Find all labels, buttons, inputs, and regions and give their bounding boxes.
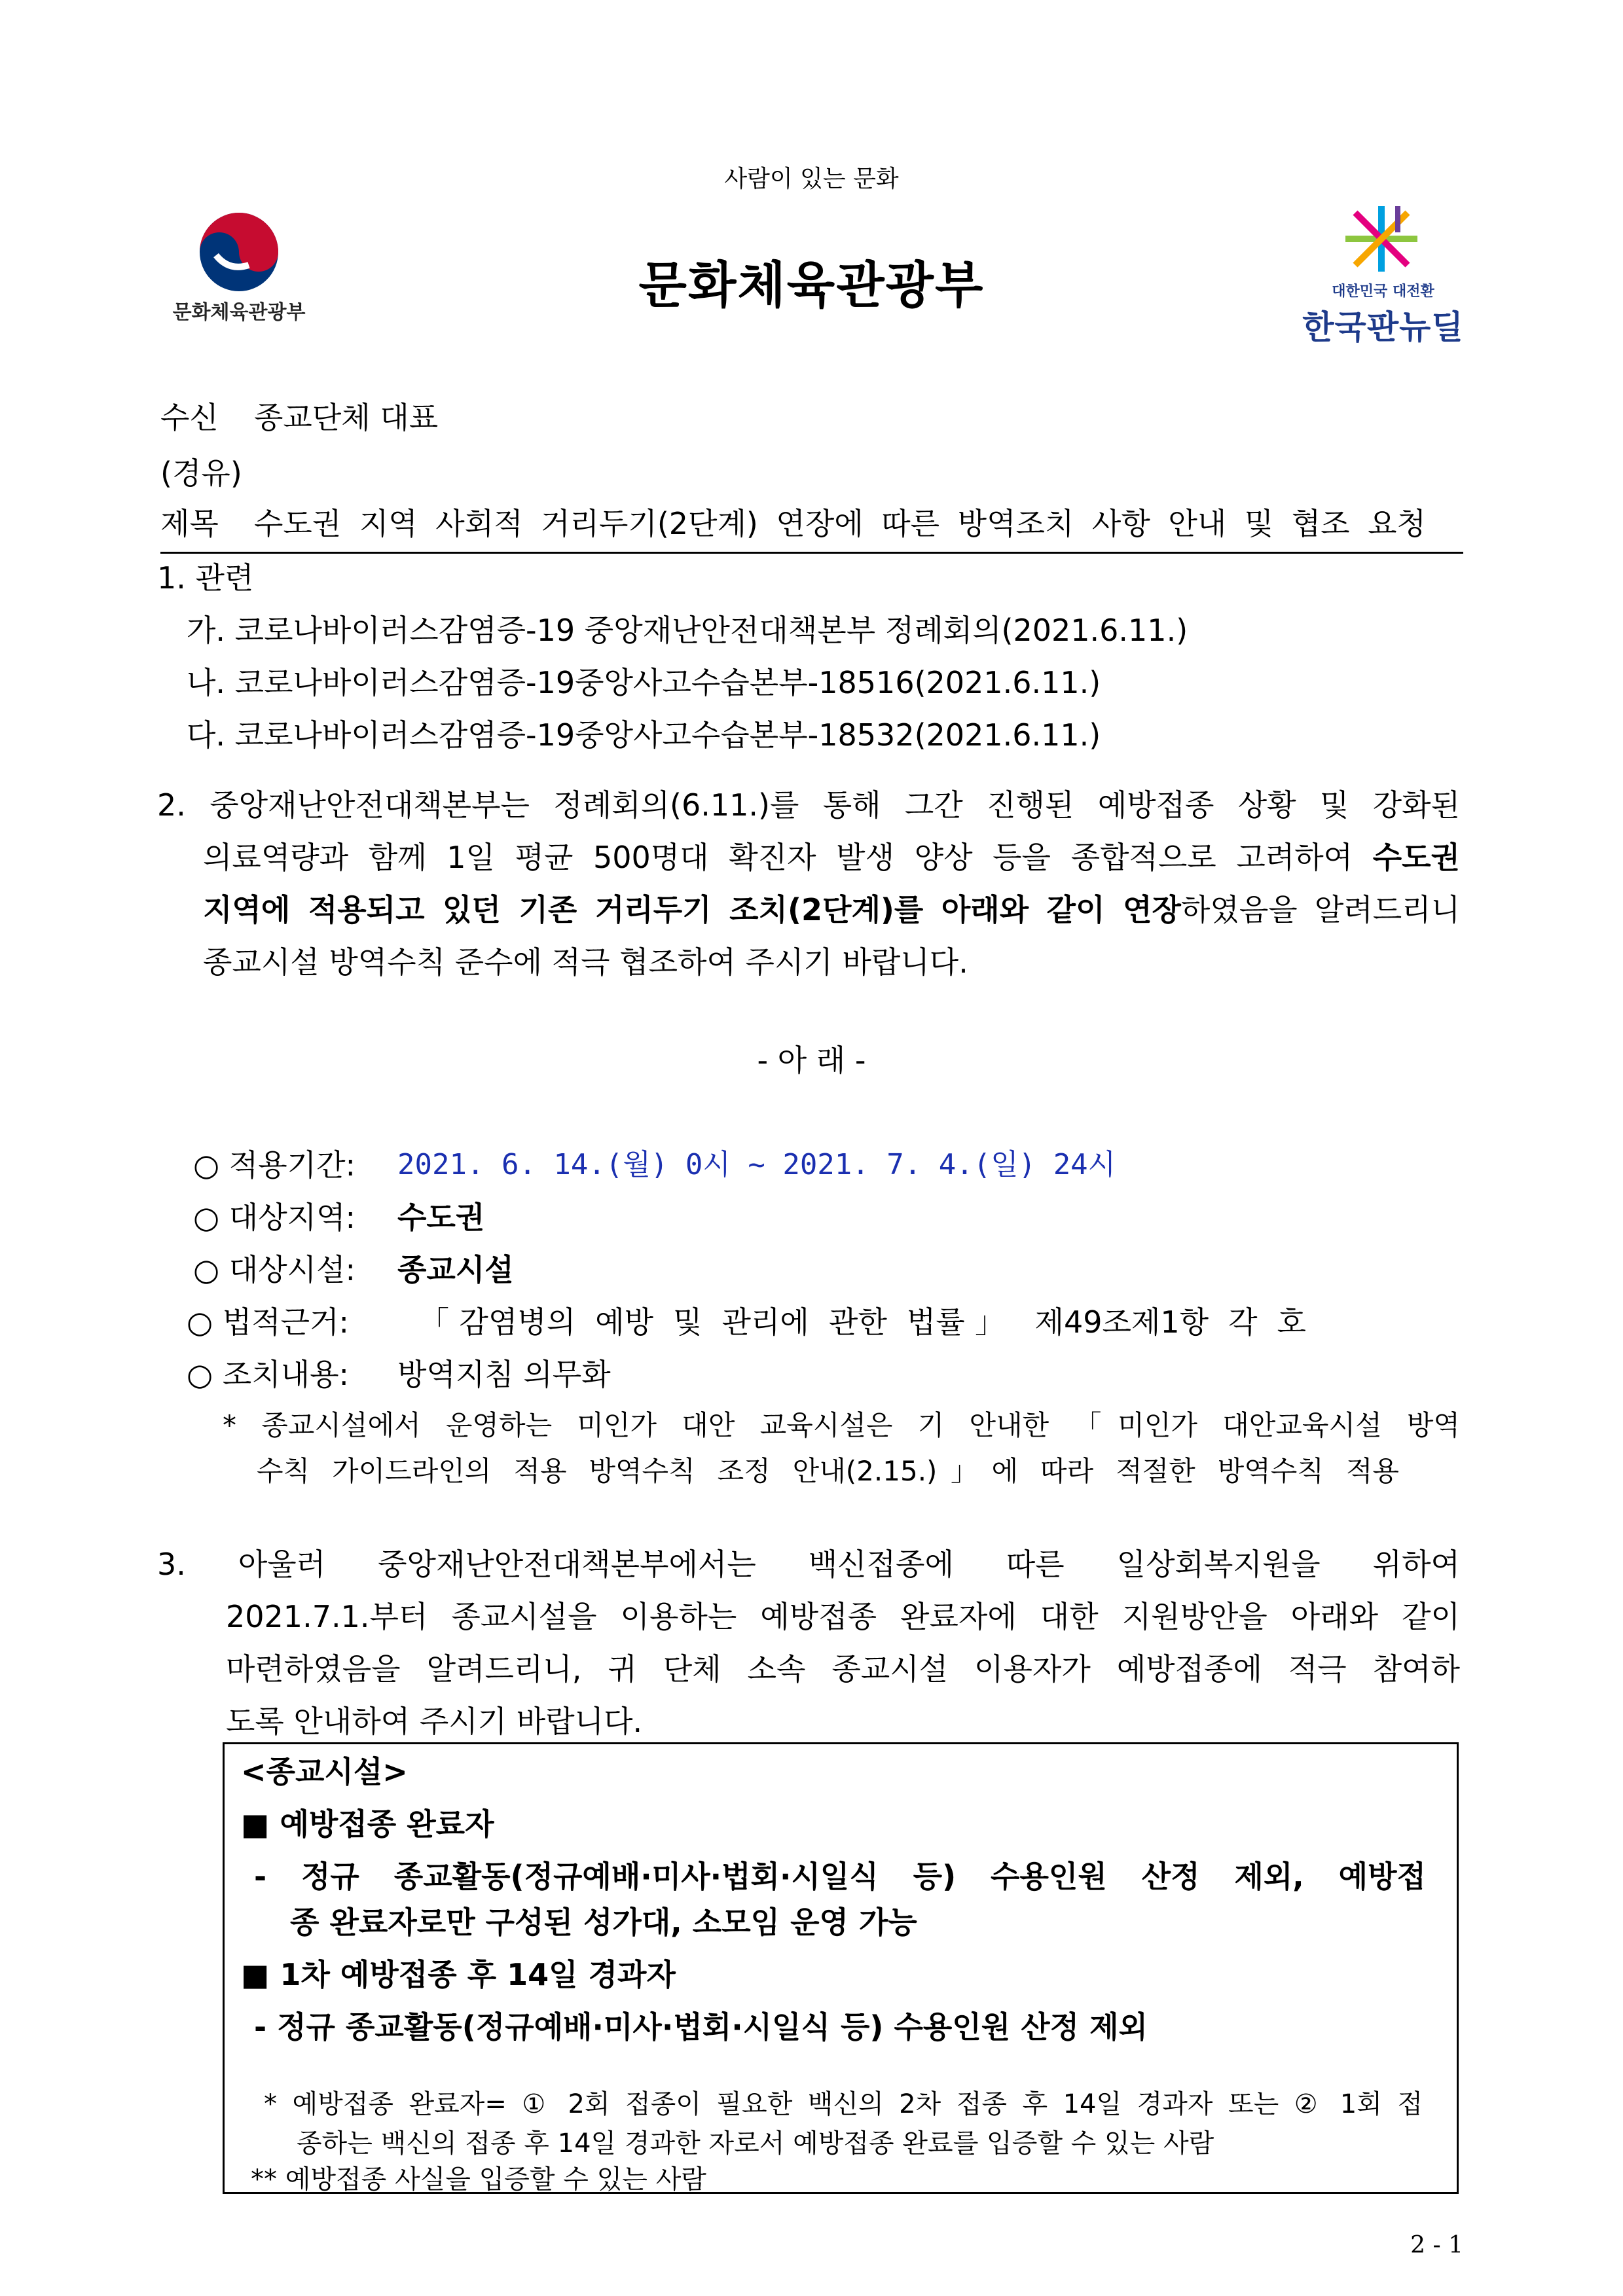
slogan: 사람이 있는 문화: [724, 166, 899, 192]
section1-item-na: 나. 코로나바이러스감염증-19중앙사고수습본부-18516(2021.6.11.): [187, 665, 1101, 700]
measure-facility-label: ○ 대상시설:: [193, 1252, 356, 1287]
section2-line3-text: 하였음을 알려드리니: [1180, 892, 1460, 927]
section2-line1: 2. 중앙재난안전대책본부는 정례회의(6.11.)를 통해 그간 진행된 예방접종 상황 및 강화된: [157, 787, 1460, 823]
box-note1-line1: * 예방접종 완료자= ① 2회 접종이 필요한 백신의 2차 접종 후 14일 경과자 또는 ② 1회 접: [264, 2089, 1423, 2119]
measure-action-value: 방역지침 의무화: [397, 1357, 611, 1392]
logo-right-big: 한국판뉴딜: [1302, 308, 1464, 346]
section2-emphasis-region: 수도권: [1372, 840, 1460, 875]
section2-line2: [203, 839, 1460, 876]
subject-divider: [160, 552, 1463, 554]
section3-line3: 마련하였음을 알려드리니, 귀 단체 소속 종교시설 이용자가 예방접종에 적극 참여하: [226, 1651, 1460, 1687]
measure-action-label: ○ 조치내용:: [187, 1357, 350, 1392]
logo-right-small: 대한민국 대전환: [1332, 283, 1434, 300]
measure-period-value: 2021. 6. 14.(월) 0시 ~ 2021. 7. 4.(일) 24시: [397, 1148, 1116, 1181]
box-group1-line1: - 정규 종교활동(정규예배·미사·법회·시일식 등) 수용인원 산정 제외, 예방접: [254, 1859, 1426, 1894]
subject-label: 제목: [160, 506, 219, 541]
subject: 수도권 지역 사회적 거리두기(2단계) 연장에 따른 방역조치 사항 안내 및 협조 요청: [254, 506, 1426, 541]
via: (경유): [160, 456, 242, 491]
religious-facility-box: [223, 1742, 1459, 2194]
recipient-label: 수신: [160, 400, 219, 435]
section3-line4: 도록 안내하여 주시기 바랍니다.: [226, 1704, 643, 1739]
section2-line3: [203, 891, 1460, 928]
box-title: <종교시설>: [241, 1754, 408, 1789]
measure-period-label: ○ 적용기간:: [193, 1147, 356, 1183]
section3-line1: 3. 아울러 중앙재난안전대책본부에서는 백신접종에 따른 일상회복지원을 위하여: [157, 1547, 1460, 1582]
box-group2-line1: - 정규 종교활동(정규예배·미사·법회·시일식 등) 수용인원 산정 제외: [254, 2009, 1148, 2045]
section3-line2: 2021.7.1.부터 종교시설을 이용하는 예방접종 완료자에 대한 지원방안을 아래와 같이: [226, 1599, 1460, 1634]
box-note2: ** 예방접종 사실을 입증할 수 있는 사람: [251, 2164, 706, 2195]
section2-emphasis-extension: 지역에 적용되고 있던 기존 거리두기 조치(2단계)를 아래와 같이 연장: [203, 892, 1181, 927]
box-group2-heading: ■ 1차 예방접종 후 14일 경과자: [241, 1957, 676, 1992]
section1-item-da: 다. 코로나바이러스감염증-19중앙사고수습본부-18532(2021.6.11.): [187, 717, 1101, 753]
below-heading: - 아 래 -: [757, 1043, 866, 1078]
new-deal-star-icon: [1336, 203, 1427, 275]
page-number: 2 - 1: [1410, 2232, 1463, 2259]
measure-note-line2: 수칙 가이드라인의 적용 방역수칙 조정 안내(2.15.)」에 따라 적절한 방역수칙 적용: [257, 1455, 1399, 1487]
section1-item-ga: 가. 코로나바이러스감염증-19 중앙재난안전대책본부 정례회의(2021.6.11.): [187, 613, 1188, 648]
new-deal-logo: [1300, 203, 1467, 347]
measure-note-line1: * 종교시설에서 운영하는 미인가 대안 교육시설은 기 안내한 「미인가 대안교육시설 방역: [223, 1409, 1460, 1441]
box-note1-line2: 종하는 백신의 접종 후 14일 경과한 자로서 예방접종 완료를 입증할 수 있는 사람: [297, 2128, 1214, 2159]
box-group1-heading: ■ 예방접종 완료자: [241, 1806, 494, 1842]
measure-legal-value: 「감염병의 예방 및 관리에 관한 법률」 제49조제1항 각 호: [419, 1304, 1306, 1340]
section2-line2-text: 의료역량과 함께 1일 평균 500명대 확진자 발생 양상 등을 종합적으로 고려하여: [203, 840, 1373, 875]
recipient: 종교단체 대표: [254, 400, 439, 435]
measure-facility-value: 종교시설: [397, 1252, 514, 1287]
measure-region-label: ○ 대상지역:: [193, 1200, 356, 1235]
section2-line4: 종교시설 방역수칙 준수에 적극 협조하여 주시기 바랍니다.: [203, 944, 968, 980]
logo-left-caption: 문화체육관광부: [172, 301, 306, 324]
measure-region-value: 수도권: [397, 1200, 485, 1235]
ministry-title: 문화체육관광부: [638, 256, 985, 314]
measure-legal-label: ○ 법적근거:: [187, 1304, 350, 1340]
section1-heading: 1. 관련: [157, 560, 254, 596]
box-group1-line2: 종 완료자로만 구성된 성가대, 소모임 운영 가능: [290, 1905, 917, 1940]
